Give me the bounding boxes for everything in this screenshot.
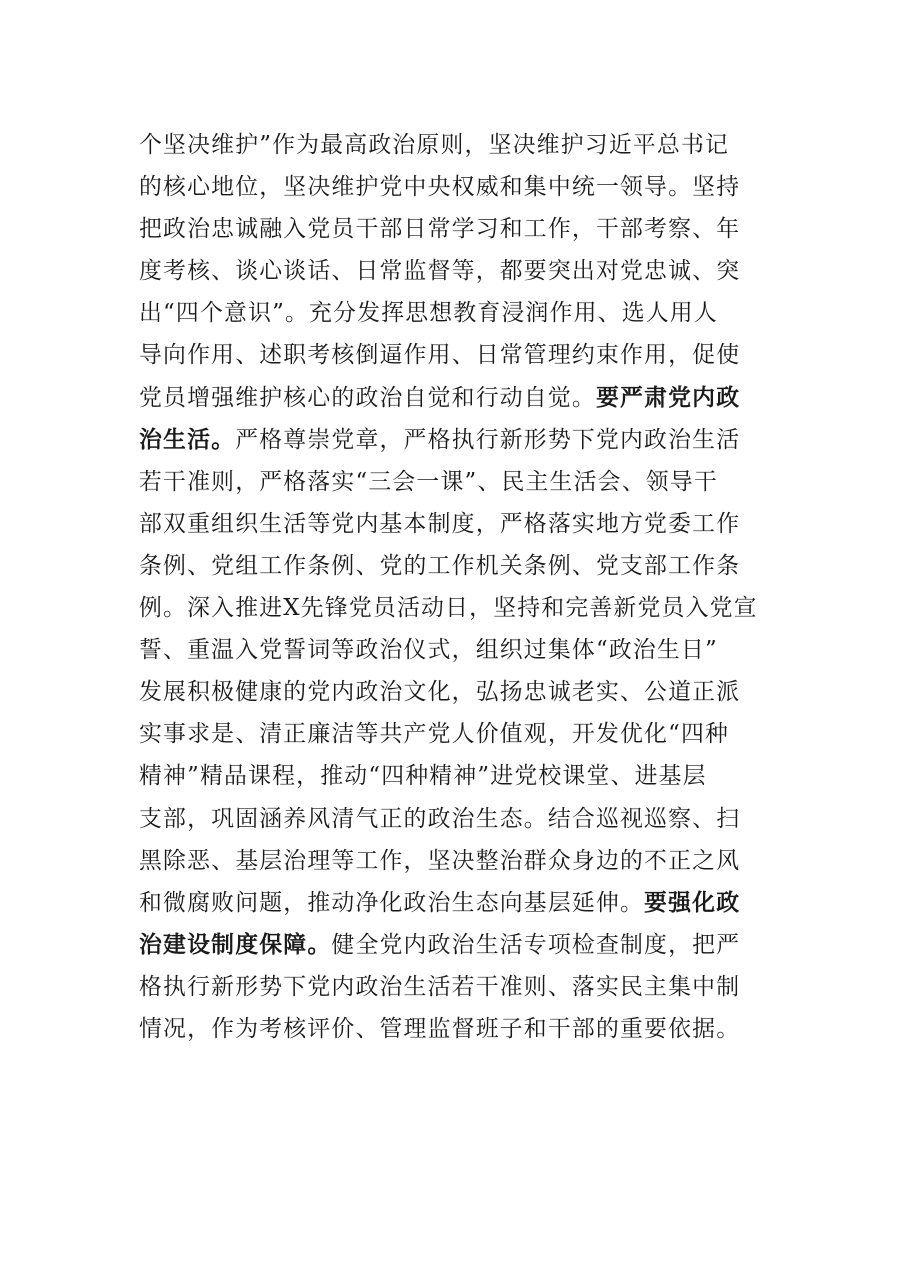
text-line: [139, 629, 775, 671]
body-text: [139, 124, 779, 1050]
line-text: 严格尊崇党章，严格执行新形势下党内政治生活: [235, 426, 741, 453]
line-text: 例。深入推进X先锋党员活动日，坚持和完善新党员入党宣: [139, 595, 758, 622]
line-text: 誓、重温入党誓词等政治仪式，组织过集体“政治生日”: [139, 637, 718, 664]
line-text: 健全党内政治生活专项检查制度，把严: [331, 931, 741, 958]
line-text: 度考核、谈心谈话、日常监督等，都要突出对党忠诚、突: [139, 258, 741, 285]
text-line: [139, 166, 775, 208]
text-line: [139, 377, 775, 419]
line-text: 的核心地位，坚决维护党中央权威和集中统一领导。坚持: [139, 174, 741, 201]
text-line: [139, 292, 775, 334]
text-line: [139, 1008, 775, 1050]
line-text: 和微腐败问题，推动净化政治生态向基层延伸。: [139, 889, 645, 916]
bold-heading-text: 要强化政: [644, 888, 741, 916]
line-text: 发展积极健康的党内政治文化，弘扬忠诚老实、公道正派: [139, 679, 741, 706]
text-line: [139, 840, 775, 882]
text-line: [139, 419, 775, 461]
line-text: 条例、党组工作条例、党的工作机关条例、党支部工作条: [139, 552, 741, 579]
bold-heading-text: 要严肃党内政: [595, 383, 741, 411]
text-line: [139, 882, 775, 924]
line-text: 个坚决维护”作为最高政治原则，坚决维护习近平总书记: [139, 132, 730, 158]
text-line: [139, 671, 775, 713]
line-text: 支部，巩固涵养风清气正的政治生态。结合巡视巡察、扫: [139, 805, 741, 832]
line-text: 把政治忠诚融入党员干部日常学习和工作，干部考察、年: [139, 216, 741, 243]
text-line: [139, 713, 775, 755]
text-line: [139, 924, 775, 966]
line-text: 实事求是、清正廉洁等共产党人价值观，开发优化“四种: [139, 721, 730, 748]
text-line: [139, 798, 775, 840]
text-line: [139, 124, 775, 166]
text-line: [139, 755, 775, 797]
line-text: 格执行新形势下党内政治生活若干准则、落实民主集中制: [139, 973, 741, 1000]
line-text: 党员增强维护核心的政治自觉和行动自觉。: [139, 384, 596, 411]
text-line: [139, 503, 775, 545]
text-line: [139, 966, 775, 1008]
text-line: [139, 334, 775, 376]
bold-heading-text: 治建设制度保障。: [139, 930, 332, 958]
text-line: [139, 250, 775, 292]
line-text: 黑除恶、基层治理等工作，坚决整治群众身边的不正之风: [139, 847, 741, 874]
line-text: 导向作用、述职考核倒逼作用、日常管理约束作用，促使: [139, 342, 741, 369]
line-text: 部双重组织生活等党内基本制度，严格落实地方党委工作: [139, 510, 741, 537]
text-line: [139, 461, 775, 503]
bold-heading-text: 治生活。: [139, 425, 236, 453]
line-text: 情况，作为考核评价、管理监督班子和干部的重要依据。: [139, 1015, 741, 1042]
line-text: 若干准则，严格落实“三会一课”、民主生活会、领导干: [139, 468, 718, 495]
text-line: [139, 208, 775, 250]
line-text: 出“四个意识”。充分发挥思想教育浸润作用、选人用人: [139, 300, 718, 327]
text-line: [139, 545, 775, 587]
line-text: 精神”精品课程，推动“四种精神”进党校课堂、进基层: [139, 763, 707, 790]
text-line: [139, 587, 775, 629]
